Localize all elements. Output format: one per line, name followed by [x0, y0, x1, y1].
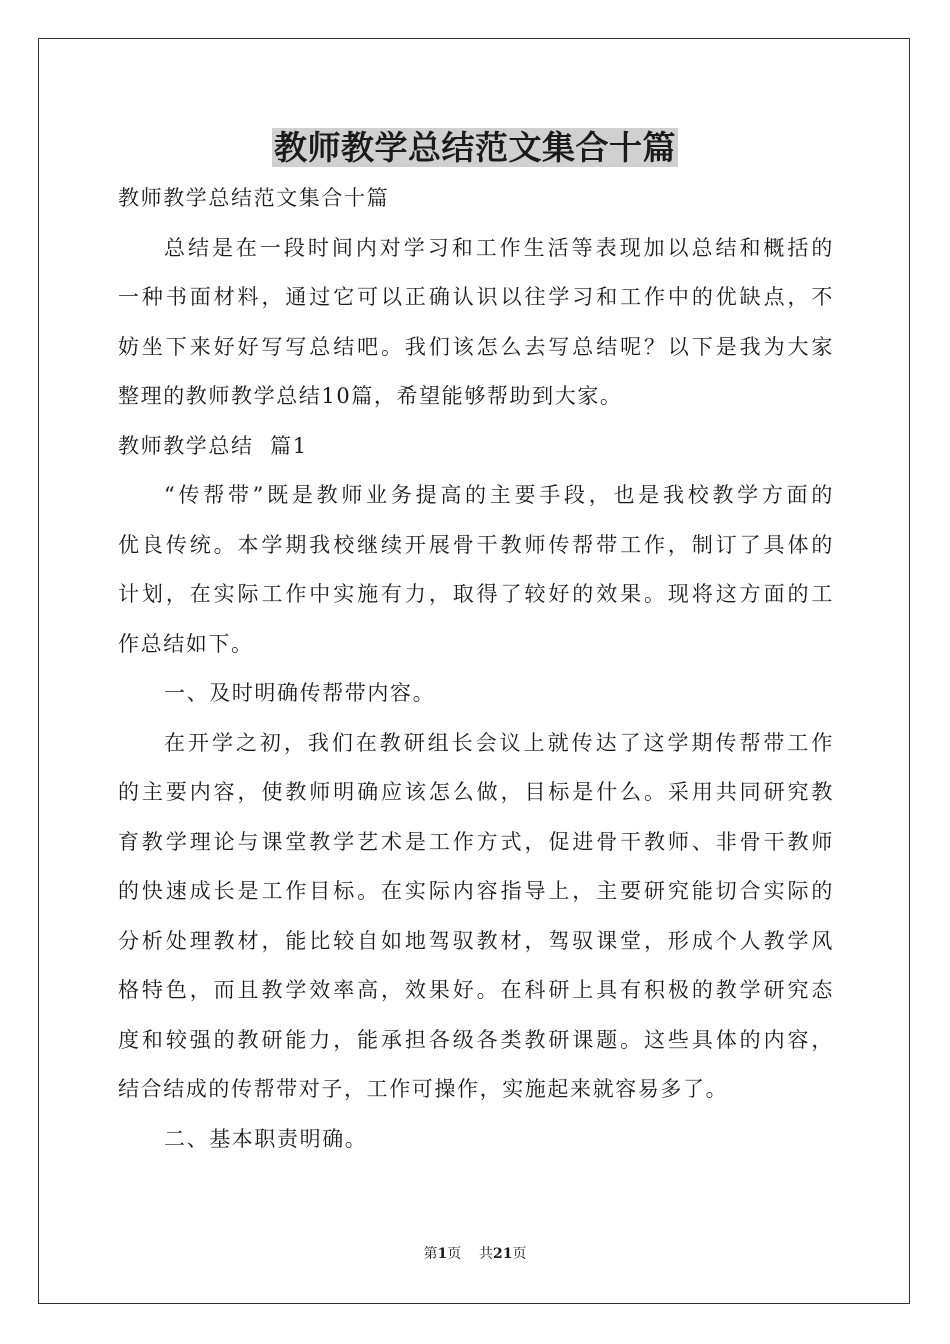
section-heading: 教师教学总结 篇1: [118, 433, 308, 458]
subsection-heading: 一、及时明确传帮带内容。: [164, 681, 436, 705]
paragraph-line: 育教学理论与课堂教学艺术是工作方式，促进骨干教师、非骨干教师: [118, 829, 834, 854]
paragraph-line: 结合结成的传帮带对子，工作可操作，实施起来就容易多了。: [118, 1077, 729, 1101]
footer-page-current: 1: [437, 1246, 448, 1262]
footer-page-prefix: 第: [423, 1246, 438, 1262]
paragraph-line: 整理的教师教学总结10篇，希望能够帮助到大家。: [118, 384, 623, 408]
document-body: [118, 174, 834, 1164]
footer-page-mid: 页 共: [447, 1246, 494, 1262]
subsection-heading: 二、基本职责明确。: [164, 1126, 368, 1151]
paragraph-line: 优良传统。本学期我校继续开展骨干教师传帮带工作，制订了具体的: [118, 532, 834, 557]
footer-page-suffix: 页: [512, 1246, 527, 1262]
paragraph-line: 的主要内容，使教师明确应该怎么做，目标是什么。采用共同研究教: [118, 780, 834, 804]
paragraph-line: 分析处理教材，能比较自如地驾驭教材，驾驭课堂，形成个人教学风: [118, 928, 834, 953]
paragraph-line: 的快速成长是工作目标。在实际内容指导上，主要研究能切合实际的: [118, 879, 834, 903]
paragraph-line: 度和较强的教研能力，能承担各级各类教研课题。这些具体的内容，: [118, 1027, 834, 1052]
paragraph-line: 计划，在实际工作中实施有力，取得了较好的效果。现将这方面的工: [118, 582, 834, 606]
paragraph-line: 一种书面材料，通过它可以正确认识以往学习和工作中的优缺点，不: [118, 285, 834, 309]
footer-page-total: 21: [493, 1246, 513, 1262]
subtitle-line: 教师教学总结范文集合十篇: [118, 186, 390, 210]
paragraph-line: “传帮带”既是教师业务提高的主要手段，也是我校教学方面的: [164, 483, 834, 507]
paragraph-line: 在开学之初，我们在教研组长会议上就传达了这学期传帮带工作: [164, 730, 834, 755]
paragraph-line: 妨坐下来好好写写总结吧。我们该怎么去写总结呢？以下是我为大家: [118, 334, 834, 359]
paragraph-line: 总结是在一段时间内对学习和工作生活等表现加以总结和概括的: [164, 235, 834, 260]
paragraph-line: 作总结如下。: [118, 631, 254, 656]
document-title: 教师教学总结范文集合十篇: [274, 128, 676, 167]
page-footer: [0, 1244, 950, 1264]
paragraph-line: 格特色，而且教学效率高，效果好。在科研上具有积极的教学研究态: [118, 978, 834, 1002]
